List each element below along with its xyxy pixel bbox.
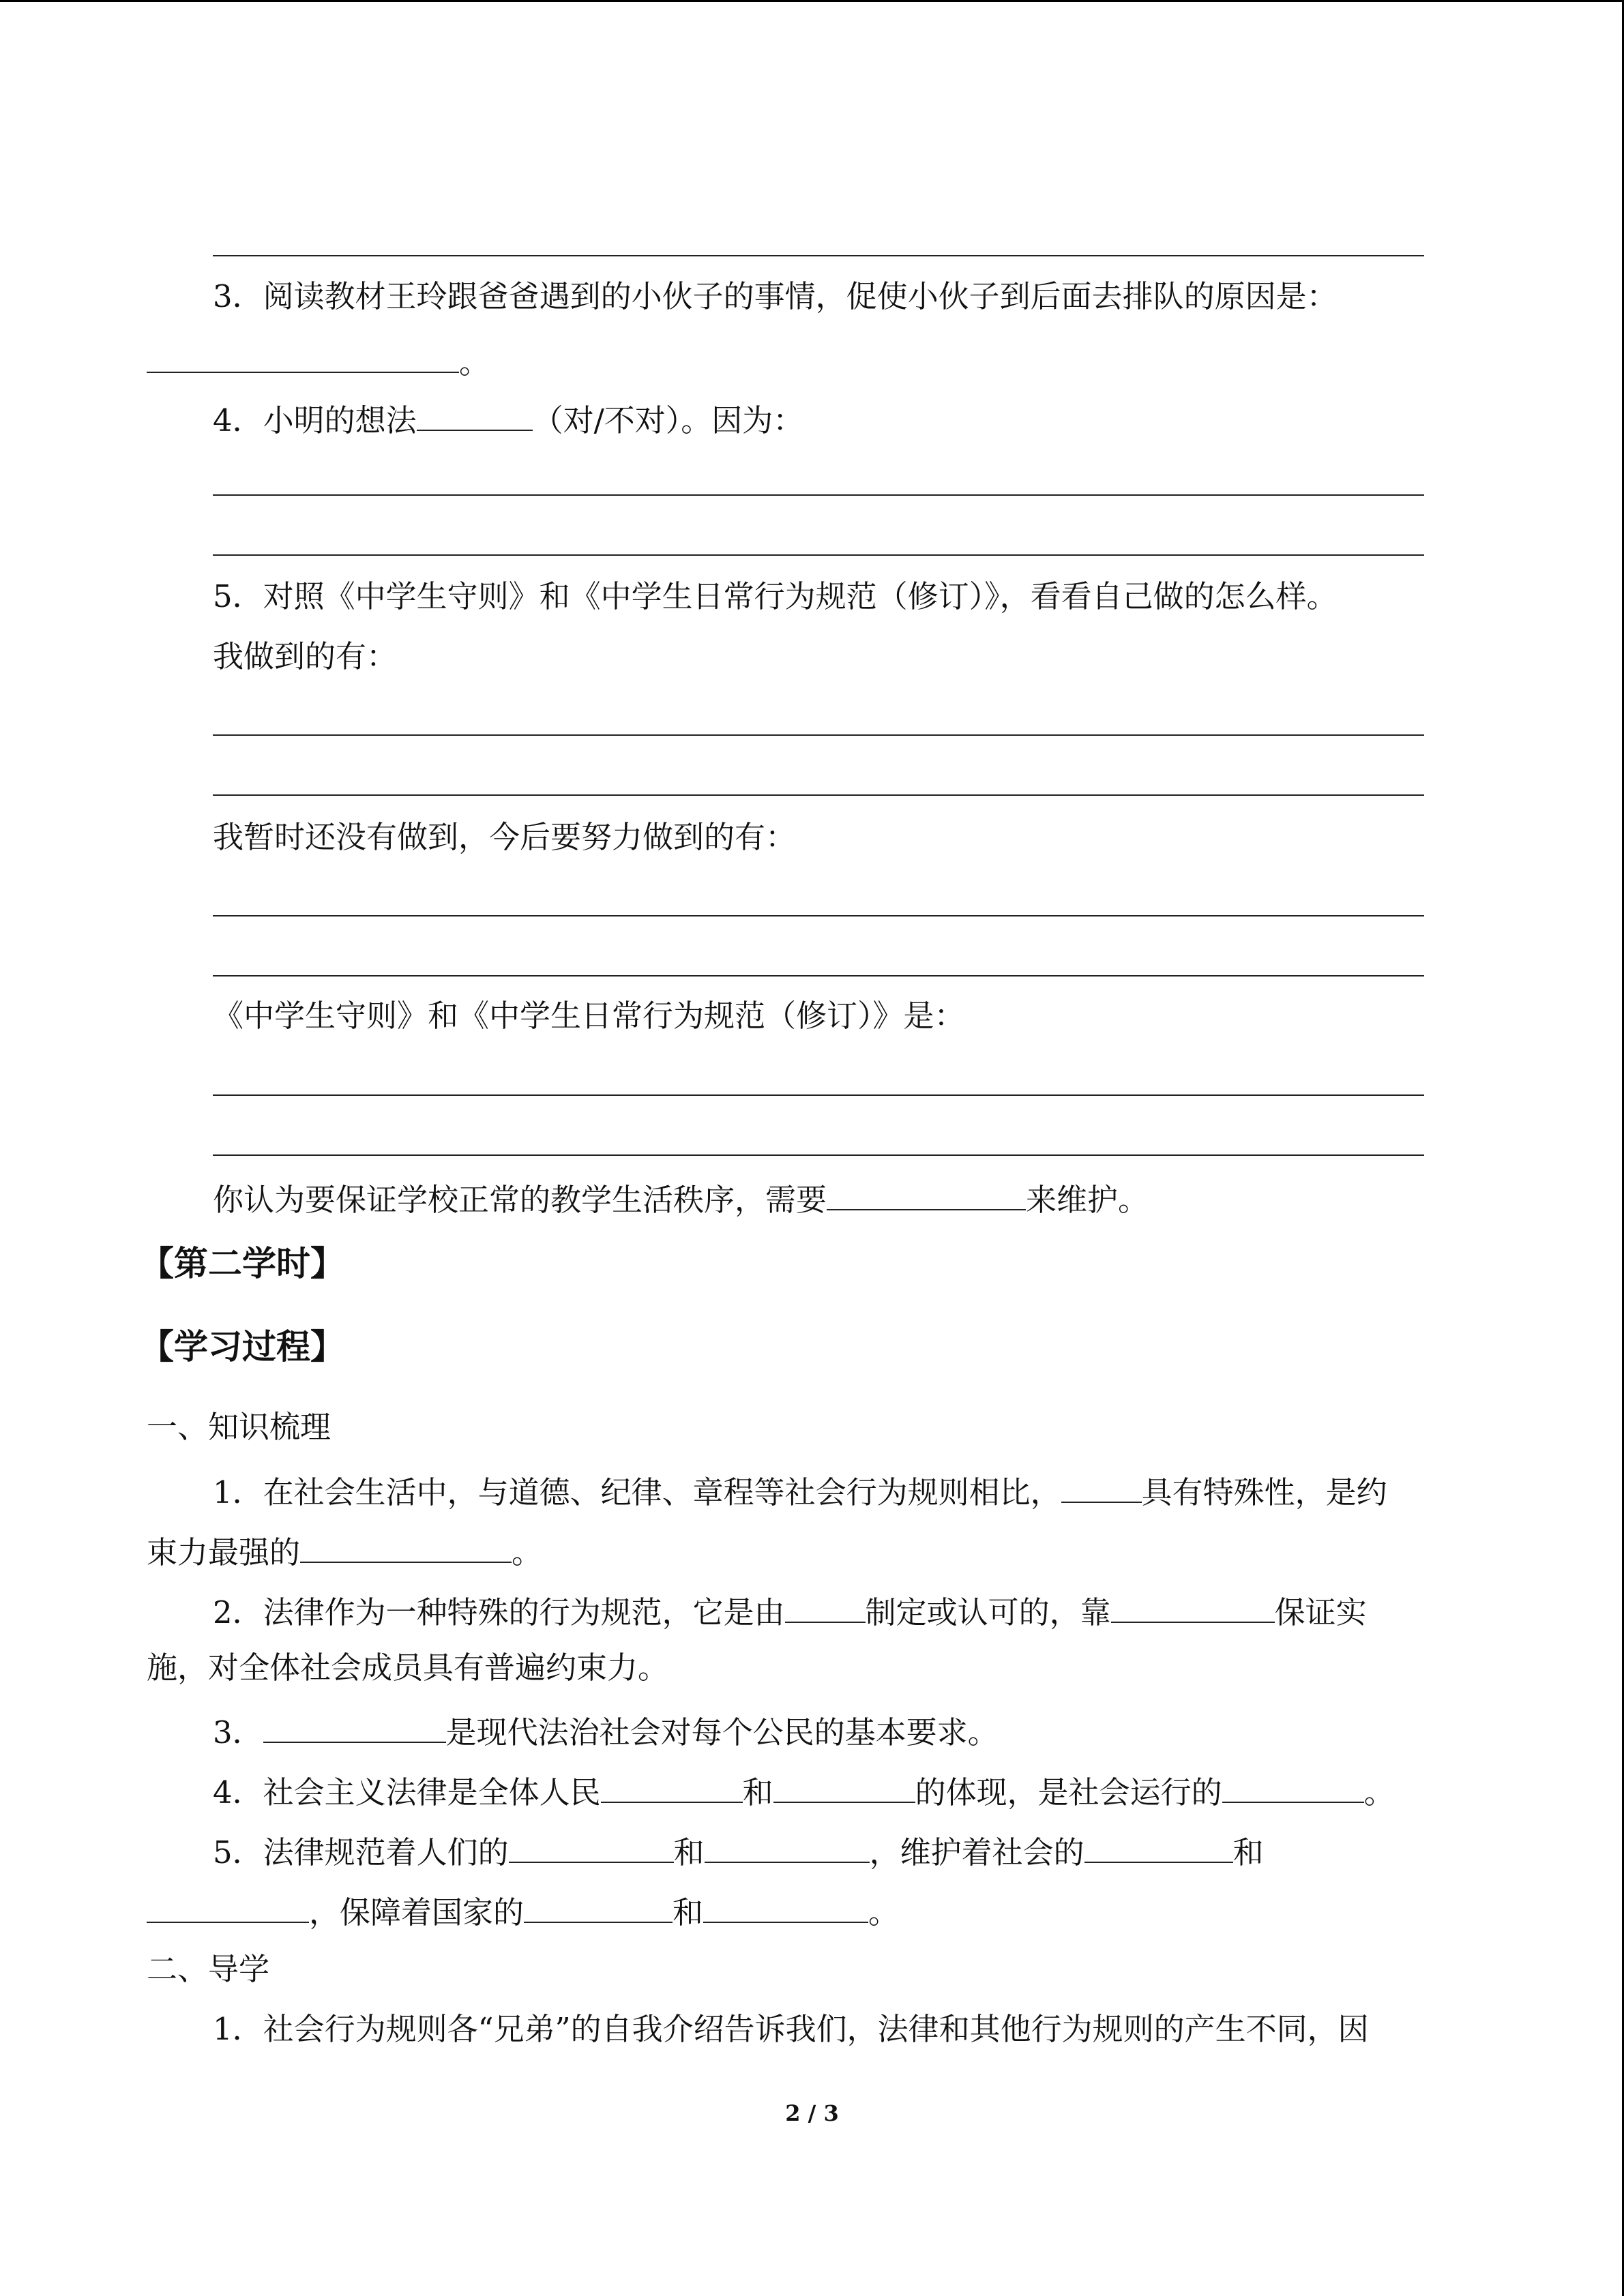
answer-blank[interactable] (300, 1527, 512, 1563)
answer-line[interactable] (213, 1094, 1424, 1096)
answer-blank[interactable] (827, 1175, 1026, 1210)
answer-line[interactable] (213, 554, 1424, 556)
answer-blank[interactable] (785, 1587, 866, 1623)
question-5-done-label: 我做到的有： (213, 638, 398, 674)
answer-blank[interactable] (524, 1888, 673, 1923)
answer-blank[interactable] (1084, 1828, 1233, 1863)
answer-blank[interactable] (147, 1888, 309, 1923)
knowledge-item-2-continuation: 施，对全体社会成员具有普遍约束力。 (147, 1650, 669, 1686)
question-5-not-done-label: 我暂时还没有做到，今后要努力做到的有： (213, 819, 797, 855)
knowledge-item-3: 3． 是现代法治社会对每个公民的基本要求。 (213, 1708, 999, 1753)
answer-blank[interactable] (601, 1768, 743, 1803)
answer-blank[interactable] (1222, 1768, 1364, 1803)
answer-line[interactable] (213, 494, 1424, 496)
knowledge-item-5: 5．法律规范着人们的 和 ，维护着社会的 和 (213, 1828, 1264, 1873)
heading-learning-process: 【学习过程】 (140, 1327, 344, 1367)
answer-line[interactable] (213, 1154, 1424, 1156)
answer-blank[interactable] (773, 1768, 915, 1803)
question-3 (213, 276, 1338, 317)
knowledge-item-1: 1．在社会生活中，与道德、纪律、章程等社会行为规则相比， 具有特殊性，是约 (213, 1467, 1387, 1513)
answer-line[interactable] (213, 794, 1424, 796)
answer-blank[interactable] (263, 1708, 446, 1743)
question-5: 5．对照《中学生守则》和《中学生日常行为规范（修订）》，看看自己做的怎么样。 (213, 578, 1338, 614)
answer-line[interactable] (213, 975, 1424, 976)
answer-blank[interactable] (1111, 1587, 1275, 1623)
page-number: 2 / 3 (785, 2100, 839, 2126)
answer-line[interactable] (213, 255, 1424, 256)
knowledge-item-4: 4．社会主义法律是全体人民 和 的体现，是社会运行的 。 (213, 1768, 1395, 1813)
knowledge-item-2: 2．法律作为一种特殊的行为规范，它是由 制定或认可的，靠 保证实 (213, 1587, 1367, 1633)
question-4: 4．小明的想法 （对/不对）。因为： (213, 396, 803, 441)
knowledge-item-5-continuation: ，保障着国家的 和 。 (147, 1888, 899, 1933)
answer-line[interactable] (213, 915, 1424, 916)
answer-blank[interactable] (147, 338, 459, 373)
answer-blank[interactable] (1061, 1467, 1142, 1503)
answer-blank[interactable] (417, 396, 533, 431)
answer-blank[interactable] (703, 1888, 868, 1923)
knowledge-item-1-continuation: 束力最强的 。 (147, 1527, 542, 1573)
page-top-border (0, 0, 1624, 2)
question-3-text: 3．阅读教材王玲跟爸爸遇到的小伙子的事情，促使小伙子到后面去排队的原因是： (213, 278, 1338, 314)
question-5-rules-label: 《中学生守则》和《中学生日常行为规范（修订）》是： (213, 998, 965, 1034)
question-3-continuation: 。 (147, 338, 490, 383)
answer-line[interactable] (213, 734, 1424, 736)
answer-blank[interactable] (509, 1828, 674, 1863)
section-title-knowledge: 一、知识梳理 (147, 1409, 331, 1445)
heading-second-period: 【第二学时】 (140, 1244, 344, 1283)
answer-blank[interactable] (705, 1828, 870, 1863)
guide-item-1: 1．社会行为规则各“兄弟”的自我介绍告诉我们，法律和其他行为规则的产生不同，因 (213, 2011, 1369, 2047)
question-5-order: 你认为要保证学校正常的教学生活秩序，需要 来维护。 (213, 1175, 1149, 1221)
section-title-guide: 二、导学 (147, 1951, 270, 1987)
